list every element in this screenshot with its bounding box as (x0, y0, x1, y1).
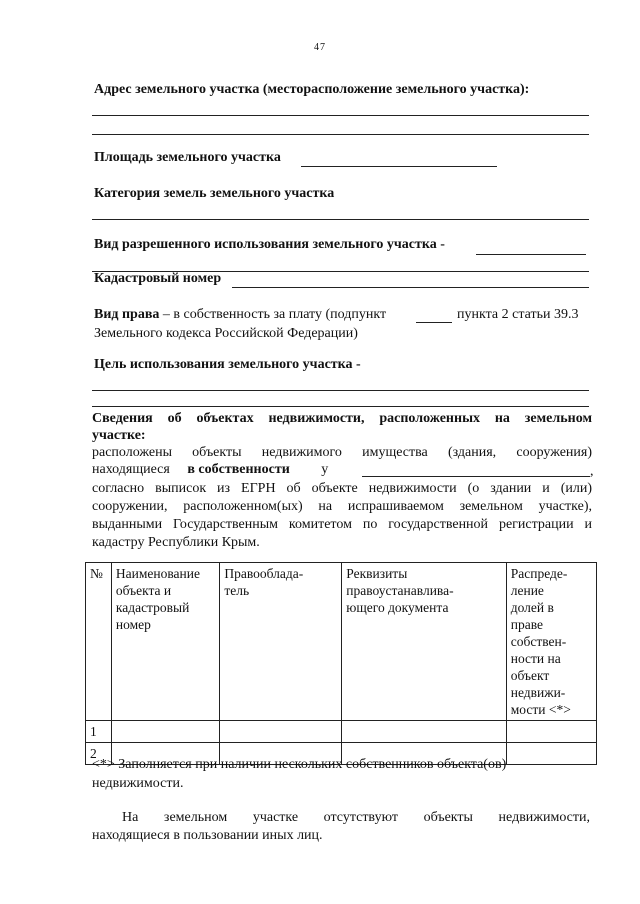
row-1-name[interactable] (111, 721, 220, 743)
row-1-shares[interactable] (506, 721, 596, 743)
subparagraph-line[interactable] (416, 322, 452, 323)
right-type-row (94, 307, 386, 323)
objects-heading-2: участке: (92, 428, 146, 443)
right-type-text-1: – в собственность за плату (подпункт (162, 307, 387, 322)
objects-table (85, 562, 597, 765)
objects-text-5: выданными Государственным комитетом по государственной регистрации и (92, 517, 592, 532)
closing-line-1: На земельном участке отсутствуют объекты недвижимости, (122, 810, 590, 825)
table-row (86, 721, 597, 743)
page-number: 47 (314, 42, 326, 53)
header-number: № (86, 563, 112, 721)
objects-heading: Сведения об объектах недвижимости, расположенных на земельном (92, 411, 592, 426)
row-1-owner[interactable] (220, 721, 342, 743)
header-shares: Распреде- ление долей в праве собствен- ности на объект недвижи- мости <*> (506, 563, 596, 721)
header-name: Наименование объекта и кадастровый номер (111, 563, 220, 721)
objects-text-2c: у (321, 462, 329, 477)
table-header-row (86, 563, 597, 721)
row-1-document[interactable] (342, 721, 506, 743)
address-label: Адрес земельного участка (месторасположение земельного участка): (94, 82, 530, 97)
objects-text-6: кадастру Республики Крым. (92, 535, 260, 550)
cadastral-line[interactable] (232, 287, 589, 288)
right-type-label: Вид права (94, 307, 160, 322)
closing-line-2: находящиеся в пользовании иных лиц. (92, 828, 323, 843)
purpose-line-1[interactable] (92, 390, 589, 391)
right-type-text-2: пункта 2 статьи 39.3 (457, 307, 579, 322)
use-type-label: Вид разрешенного использования земельного участка - (94, 237, 445, 252)
right-type-text-3: Земельного кодекса Российской Федерации) (94, 326, 358, 341)
footnote-line-2: недвижимости. (92, 776, 184, 791)
header-owner: Правооблада- тель (220, 563, 342, 721)
comma: , (590, 464, 594, 479)
row-2-number: 2 (86, 743, 112, 765)
purpose-label: Цель использования земельного участка - (94, 357, 361, 372)
area-line[interactable] (301, 166, 497, 167)
header-document: Реквизиты правоустанавлива- ющего документа (342, 563, 506, 721)
owner-line[interactable] (362, 476, 590, 477)
cadastral-label: Кадастровый номер (94, 271, 222, 286)
category-line[interactable] (92, 219, 589, 220)
objects-text-2a: находящиеся (92, 462, 170, 477)
row-1-number: 1 (86, 721, 112, 743)
objects-text-1: расположены объекты недвижимого имущества (здания, сооружения) (92, 445, 592, 460)
area-label: Площадь земельного участка (94, 150, 281, 165)
address-line-1[interactable] (92, 115, 589, 116)
objects-text-2b: в собственности (187, 462, 290, 477)
use-type-line-1[interactable] (476, 254, 586, 255)
objects-text-4: сооружении, расположенном(ых) на испрашиваемом земельном участке), (92, 499, 592, 514)
purpose-line-2[interactable] (92, 406, 589, 407)
footnote: <*> Заполняется при наличии нескольких собственников объекта(ов) (92, 757, 507, 772)
objects-text-3: согласно выписок из ЕГРН об объекте недвижимости (о здании и (или) (92, 481, 592, 496)
address-line-2[interactable] (92, 134, 589, 135)
category-label: Категория земель земельного участка (94, 186, 335, 201)
